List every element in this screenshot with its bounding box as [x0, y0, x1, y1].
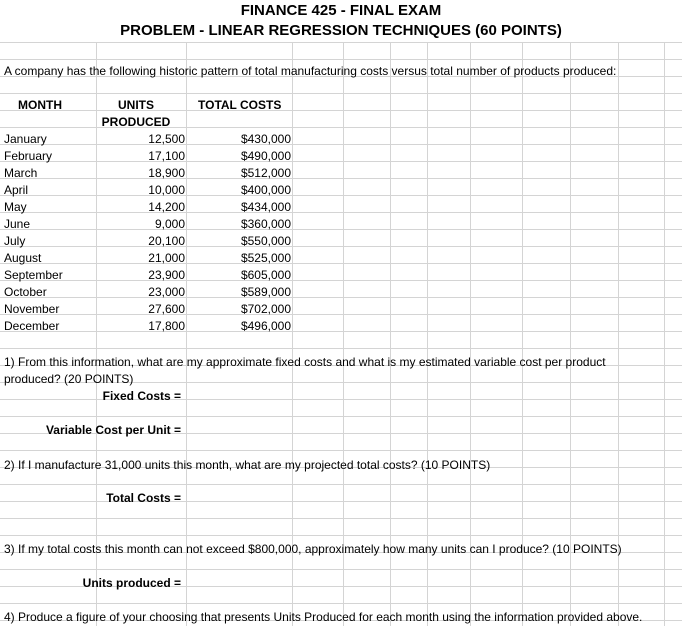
question-3-text: 3) If my total costs this month can not exceed $800,000, approximately how many units can I produce? (10 POINTS)	[4, 542, 622, 556]
units-cell: 18,900	[148, 166, 185, 180]
month-cell: October	[4, 285, 47, 299]
units-produced-label: Units produced =	[82, 576, 181, 590]
units-cell: 9,000	[154, 217, 185, 231]
col-header-units: UNITS	[118, 98, 154, 112]
units-cell: 21,000	[148, 251, 185, 265]
month-cell: December	[4, 319, 60, 333]
total-cost-cell: $490,000	[240, 149, 291, 163]
question-1-line-2: produced? (20 POINTS)	[4, 372, 134, 386]
month-cell: May	[4, 200, 27, 214]
total-cost-cell: $430,000	[240, 132, 291, 146]
units-cell: 10,000	[148, 183, 185, 197]
units-cell: 17,800	[148, 319, 185, 333]
month-cell: September	[4, 268, 63, 282]
units-cell: 12,500	[148, 132, 185, 146]
total-cost-cell: $525,000	[240, 251, 291, 265]
total-cost-cell: $589,000	[240, 285, 291, 299]
question-1-line-1: 1) From this information, what are my approximate fixed costs and what is my estimated variable cost per product	[4, 355, 606, 369]
fixed-costs-label: Fixed Costs =	[102, 389, 181, 403]
month-cell: November	[4, 302, 60, 316]
month-cell: February	[4, 149, 53, 163]
col-header-month: MONTH	[18, 98, 62, 112]
total-cost-cell: $496,000	[240, 319, 291, 333]
month-cell: April	[4, 183, 29, 197]
total-cost-cell: $360,000	[240, 217, 291, 231]
total-costs-label: Total Costs =	[106, 491, 181, 505]
month-cell: June	[4, 217, 31, 231]
col-header-units-produced: PRODUCED	[101, 115, 171, 129]
units-cell: 23,900	[148, 268, 185, 282]
total-cost-cell: $702,000	[240, 302, 291, 316]
units-cell: 17,100	[148, 149, 185, 163]
units-cell: 14,200	[148, 200, 185, 214]
month-cell: August	[4, 251, 42, 265]
col-header-total-costs: TOTAL COSTS	[198, 98, 282, 112]
question-4-text: 4) Produce a figure of your choosing that presents Units Produced for each month using the information provided above.	[4, 610, 643, 624]
variable-cost-label: Variable Cost per Unit =	[45, 423, 181, 437]
total-cost-cell: $605,000	[240, 268, 291, 282]
month-cell: January	[4, 132, 47, 146]
question-2-text: 2) If I manufacture 31,000 units this month, what are my projected total costs? (10 POINTS)	[4, 458, 491, 472]
units-cell: 27,600	[148, 302, 185, 316]
intro-text: A company has the following historic pattern of total manufacturing costs versus total number of products produced:	[4, 64, 617, 78]
problem-subtitle: PROBLEM - LINEAR REGRESSION TECHNIQUES (60 POINTS)	[120, 22, 562, 39]
units-cell: 23,000	[148, 285, 185, 299]
total-cost-cell: $550,000	[240, 234, 291, 248]
total-cost-cell: $400,000	[240, 183, 291, 197]
month-cell: July	[4, 234, 26, 248]
total-cost-cell: $512,000	[240, 166, 291, 180]
units-cell: 20,100	[148, 234, 185, 248]
total-cost-cell: $434,000	[240, 200, 291, 214]
month-cell: March	[4, 166, 38, 180]
exam-title: FINANCE 425 - FINAL EXAM	[240, 2, 442, 19]
